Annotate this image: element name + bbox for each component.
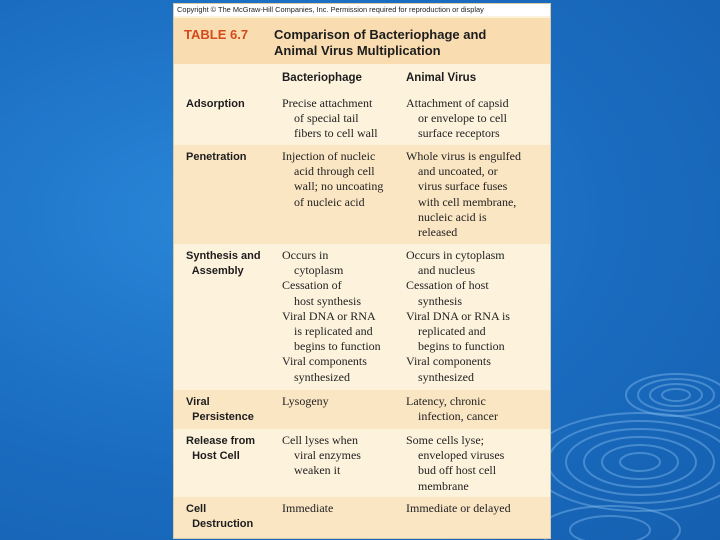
animal-virus-cell-line: enveloped viruses — [418, 448, 505, 463]
bacteriophage-cell-line: Occurs in — [282, 248, 329, 262]
animal-virus-cell-line: Occurs in cytoplasm — [406, 248, 505, 262]
animal-virus-cell-line: Immediate or delayed — [406, 501, 511, 515]
row-label — [186, 150, 278, 165]
row-label-line: Adsorption — [186, 98, 245, 110]
animal-virus-cell-line: virus surface fuses — [418, 179, 508, 194]
row-label-line: Destruction — [186, 518, 254, 530]
animal-virus-cell-line: Whole virus is engulfed — [406, 149, 521, 163]
bacteriophage-cell-line: Cessation of — [282, 278, 342, 293]
bacteriophage-cell-line: of nucleic acid — [294, 194, 365, 209]
animal-virus-cell-line: surface receptors — [418, 126, 500, 141]
animal-virus-cell — [406, 149, 546, 240]
bacteriophage-cell-line: acid through cell — [294, 164, 375, 179]
column-header-bacteriophage: Bacteriophage — [282, 72, 362, 84]
table-row — [174, 145, 550, 244]
row-label — [186, 502, 278, 532]
row-label-line: Persistence — [186, 411, 254, 423]
bacteriophage-cell-line: wall; no uncoating — [294, 179, 384, 194]
animal-virus-cell-line: Attachment of capsid — [406, 96, 509, 110]
table-number: TABLE 6.7 — [184, 27, 249, 42]
table-row — [174, 429, 550, 497]
table-title — [274, 27, 544, 59]
animal-virus-cell — [406, 501, 546, 516]
bacteriophage-cell-line: synthesized — [294, 369, 350, 384]
column-header-animal-virus: Animal Virus — [406, 72, 477, 84]
bacteriophage-cell-line: is replicated and — [294, 324, 373, 339]
animal-virus-cell-line: Cessation of host — [406, 278, 489, 293]
animal-virus-cell-line: and uncoated, or — [418, 164, 498, 179]
animal-virus-cell-line: begins to function — [418, 339, 505, 354]
animal-virus-cell-line: replicated and — [418, 324, 486, 339]
animal-virus-cell-line: membrane — [418, 478, 469, 493]
animal-virus-cell-line: Some cells lyse; — [406, 433, 484, 447]
bacteriophage-cell — [282, 501, 404, 516]
bacteriophage-cell-line: Immediate — [282, 501, 334, 515]
row-label-line: Synthesis and — [186, 250, 261, 262]
bacteriophage-cell-line: Lysogeny — [282, 394, 329, 408]
bacteriophage-cell-line: viral enzymes — [294, 448, 361, 463]
table-row — [174, 497, 550, 538]
animal-virus-cell — [406, 96, 546, 142]
bacteriophage-cell-line: of special tail — [294, 111, 359, 126]
animal-virus-cell — [406, 248, 546, 385]
animal-virus-cell — [406, 394, 546, 424]
table-slide — [174, 4, 550, 538]
bacteriophage-cell-line: host synthesis — [294, 293, 362, 308]
bacteriophage-cell-line: Injection of nucleic — [282, 149, 376, 163]
row-label-line: Cell — [186, 503, 207, 515]
table-title-line: Comparison of Bacteriophage and — [274, 27, 487, 42]
animal-virus-cell-line: infection, cancer — [418, 409, 498, 424]
row-label-line: Host Cell — [186, 450, 240, 462]
bacteriophage-cell-line: fibers to cell wall — [294, 126, 378, 141]
bacteriophage-cell-line: begins to function — [294, 339, 381, 354]
bacteriophage-cell-line: Cell lyses when — [282, 433, 358, 447]
animal-virus-cell-line: synthesized — [418, 369, 474, 384]
row-label — [186, 434, 278, 464]
animal-virus-cell-line: nucleic acid is — [418, 209, 487, 224]
row-label-line: Penetration — [186, 151, 247, 163]
table-title-band — [174, 18, 550, 64]
bacteriophage-cell — [282, 149, 404, 210]
table-row — [174, 244, 550, 390]
bacteriophage-cell-line: cytoplasm — [294, 263, 344, 278]
row-label-line: Assembly — [186, 265, 244, 277]
bacteriophage-cell-line: Viral components — [282, 354, 367, 369]
animal-virus-cell — [406, 433, 546, 494]
row-label-line: Viral — [186, 396, 210, 408]
bacteriophage-cell — [282, 96, 404, 142]
animal-virus-cell-line: Viral DNA or RNA is — [406, 308, 510, 323]
bacteriophage-cell — [282, 394, 404, 409]
animal-virus-cell-line: and nucleus — [418, 263, 475, 278]
animal-virus-cell-line: with cell membrane, — [418, 194, 517, 209]
row-label — [186, 249, 278, 279]
table-title-line: Animal Virus Multiplication — [274, 43, 441, 58]
animal-virus-cell-line: bud off host cell — [418, 463, 497, 478]
bacteriophage-cell-line: weaken it — [294, 463, 341, 478]
animal-virus-cell-line: synthesis — [418, 293, 463, 308]
bacteriophage-cell — [282, 248, 404, 385]
row-label — [186, 97, 278, 112]
table-row — [174, 92, 550, 145]
animal-virus-cell-line: Latency, chronic — [406, 394, 486, 408]
row-label-line: Release from — [186, 435, 256, 447]
bacteriophage-cell — [282, 433, 404, 479]
animal-virus-cell-line: or envelope to cell — [418, 111, 507, 126]
row-label — [186, 395, 278, 425]
animal-virus-cell-line: Viral components — [406, 354, 491, 369]
bacteriophage-cell-line: Precise attachment — [282, 96, 373, 110]
copyright-notice: Copyright © The McGraw-Hill Companies, Inc. Permission required for reproduction or display — [174, 4, 550, 16]
animal-virus-cell-line: released — [418, 225, 458, 240]
bacteriophage-cell-line: Viral DNA or RNA — [282, 308, 376, 323]
table-row — [174, 390, 550, 429]
